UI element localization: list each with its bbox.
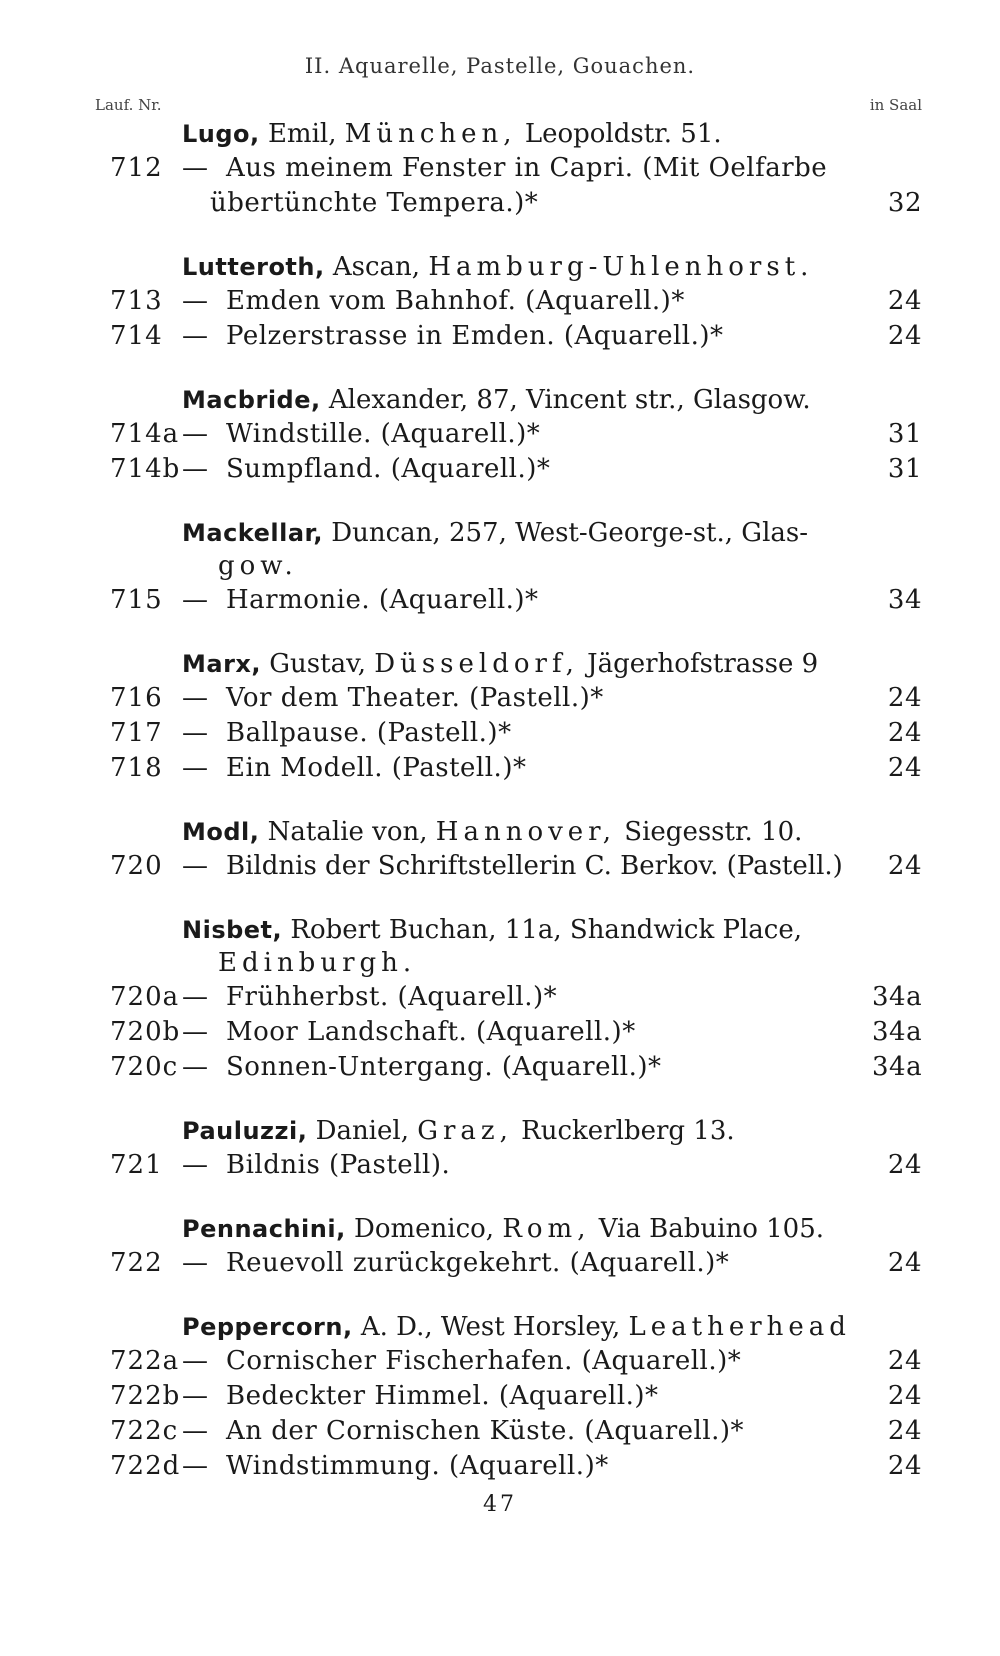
artist-address: Leopoldstr. 51. xyxy=(524,119,722,149)
work-number: 722 xyxy=(110,1248,163,1278)
artist-surname: Modl, xyxy=(182,818,260,846)
work-title: Windstimmung. (Aquarell.)* xyxy=(226,1451,609,1481)
artist-surname: Pennachini, xyxy=(182,1215,346,1243)
room-number: 24 xyxy=(887,1150,922,1180)
artist-city: Hannover, xyxy=(435,817,617,847)
work-title: Ballpause. (Pastell.)* xyxy=(226,718,512,748)
work-number: 714 xyxy=(110,321,163,351)
artist-address-continued: gow. xyxy=(218,551,298,581)
ditto-dash: — xyxy=(182,1451,209,1481)
ditto-dash: — xyxy=(182,153,209,183)
artist-heading xyxy=(110,251,922,284)
artist-entry-marx xyxy=(110,648,922,786)
artist-given-name: Gustav, xyxy=(269,649,366,679)
ditto-dash: — xyxy=(182,1416,209,1446)
ditto-dash: — xyxy=(182,1017,209,1047)
artist-entry-pauluzzi xyxy=(110,1115,922,1183)
room-number: 24 xyxy=(887,1346,922,1376)
work-title: Reuevoll zurückgekehrt. (Aquarell.)* xyxy=(226,1248,730,1278)
ditto-dash: — xyxy=(182,1248,209,1278)
work-number: 721 xyxy=(110,1150,163,1180)
page-number: 47 xyxy=(483,1492,517,1517)
work-number: 722d xyxy=(110,1451,181,1481)
room-number: 34a xyxy=(872,1017,923,1047)
artist-city: 87, Vincent str., Glasgow. xyxy=(476,385,811,415)
ditto-dash: — xyxy=(182,851,209,881)
work-row xyxy=(110,1148,922,1183)
work-number: 714b xyxy=(110,454,181,484)
work-title: Pelzerstrasse in Emden. (Aquarell.)* xyxy=(226,321,724,351)
artist-address: Jägerhofstrasse 9 xyxy=(587,649,819,679)
work-row xyxy=(110,1344,922,1379)
work-title: Cornischer Fischerhafen. (Aquarell.)* xyxy=(226,1346,742,1376)
artist-entry-pennachini xyxy=(110,1213,922,1281)
room-number: 24 xyxy=(887,718,922,748)
work-row xyxy=(110,1015,922,1050)
room-number: 34a xyxy=(872,1052,923,1082)
work-row xyxy=(110,1379,922,1414)
room-number: 24 xyxy=(887,286,922,316)
work-title: Windstille. (Aquarell.)* xyxy=(226,419,541,449)
work-number: 715 xyxy=(110,585,163,615)
work-title: Vor dem Theater. (Pastell.)* xyxy=(226,683,604,713)
artist-surname: Mackellar, xyxy=(182,519,323,547)
work-row xyxy=(110,151,922,186)
artist-given-name: Duncan, xyxy=(331,518,441,548)
work-row xyxy=(110,1449,922,1484)
artist-surname: Macbride, xyxy=(182,386,321,414)
ditto-dash: — xyxy=(182,718,209,748)
artist-surname: Lutteroth, xyxy=(182,253,325,281)
work-number: 720 xyxy=(110,851,163,881)
work-row xyxy=(110,319,922,354)
work-number: 722a xyxy=(110,1346,180,1376)
artist-city: 11a, Shandwick Place, xyxy=(504,915,803,945)
ditto-dash: — xyxy=(182,1381,209,1411)
artist-entry-modl xyxy=(110,816,922,884)
room-number: 31 xyxy=(887,419,922,449)
work-title: Ein Modell. (Pastell.)* xyxy=(226,753,527,783)
work-title: Aus meinem Fenster in Capri. (Mit Oelfarbe xyxy=(226,153,828,183)
work-row xyxy=(110,452,922,487)
work-row xyxy=(110,980,922,1015)
room-number: 24 xyxy=(887,1451,922,1481)
work-number: 722b xyxy=(110,1381,181,1411)
ditto-dash: — xyxy=(182,321,209,351)
artist-entry-mackellar xyxy=(110,517,922,618)
artist-city: 257, West-George-st., Glas- xyxy=(448,518,809,548)
ditto-dash: — xyxy=(182,982,209,1012)
ditto-dash: — xyxy=(182,1150,209,1180)
artist-given-name: Robert Buchan, xyxy=(290,915,497,945)
artist-heading xyxy=(110,118,922,151)
work-row xyxy=(110,284,922,319)
work-number: 716 xyxy=(110,683,163,713)
work-row-continuation xyxy=(110,186,922,221)
ditto-dash: — xyxy=(182,1052,209,1082)
artist-surname: Nisbet, xyxy=(182,916,283,944)
column-head-number: Lauf. Nr. xyxy=(95,96,162,114)
artist-given-name: Domenico, xyxy=(353,1214,495,1244)
artist-heading xyxy=(110,384,922,417)
room-number: 32 xyxy=(887,188,922,218)
work-row xyxy=(110,1246,922,1281)
work-number: 720c xyxy=(110,1052,179,1082)
work-title: Bedeckter Himmel. (Aquarell.)* xyxy=(226,1381,659,1411)
artist-address: Ruckerlberg 13. xyxy=(521,1116,735,1146)
artist-city: Rom, xyxy=(502,1214,591,1244)
room-number: 24 xyxy=(887,1416,922,1446)
room-number: 34 xyxy=(887,585,922,615)
room-number: 24 xyxy=(887,321,922,351)
work-title-continued: übertünchte Tempera.)* xyxy=(210,188,539,218)
work-row xyxy=(110,417,922,452)
work-number: 720a xyxy=(110,982,180,1012)
work-title: Sumpfland. (Aquarell.)* xyxy=(226,454,551,484)
work-row xyxy=(110,1414,922,1449)
room-number: 34a xyxy=(872,982,923,1012)
work-row xyxy=(110,583,922,618)
artist-surname: Marx, xyxy=(182,650,262,678)
artist-entry-nisbet xyxy=(110,914,922,1085)
work-title: Bildnis der Schriftstellerin C. Berkov. (Pastell.) xyxy=(226,851,843,881)
work-row xyxy=(110,751,922,786)
artist-city: München, xyxy=(344,119,517,149)
work-row xyxy=(110,681,922,716)
artist-heading xyxy=(110,816,922,849)
work-title: Frühherbst. (Aquarell.)* xyxy=(226,982,558,1012)
room-number: 24 xyxy=(887,1248,922,1278)
work-number: 714a xyxy=(110,419,180,449)
work-title: Bildnis (Pastell). xyxy=(226,1150,451,1180)
artist-heading xyxy=(110,1311,922,1344)
artist-address: Via Babuino 105. xyxy=(598,1214,825,1244)
work-row xyxy=(110,849,922,884)
artist-surname: Pauluzzi, xyxy=(182,1117,308,1145)
artist-entry-peppercorn xyxy=(110,1311,922,1484)
work-title: An der Cornischen Küste. (Aquarell.)* xyxy=(226,1416,745,1446)
running-title: II. Aquarelle, Pastelle, Gouachen. xyxy=(304,54,696,78)
artist-address: Leatherhead xyxy=(628,1312,851,1342)
ditto-dash: — xyxy=(182,753,209,783)
ditto-dash: — xyxy=(182,1346,209,1376)
artist-city: Hamburg-Uhlenhorst. xyxy=(428,252,814,282)
artist-surname: Peppercorn, xyxy=(182,1313,353,1341)
room-number: 31 xyxy=(887,454,922,484)
ditto-dash: — xyxy=(182,683,209,713)
artist-city: Graz, xyxy=(417,1116,513,1146)
artist-address: Siegesstr. 10. xyxy=(624,817,803,847)
artist-entry-lutteroth xyxy=(110,251,922,354)
artist-entry-macbride xyxy=(110,384,922,487)
artist-entry-lugo xyxy=(110,118,922,221)
artist-given-name: A. D., xyxy=(360,1312,433,1342)
room-number: 24 xyxy=(887,851,922,881)
room-number: 24 xyxy=(887,753,922,783)
catalogue-entries xyxy=(110,118,922,1484)
artist-heading xyxy=(110,1213,922,1246)
artist-address-continued: Edinburgh. xyxy=(218,948,417,978)
work-number: 718 xyxy=(110,753,163,783)
artist-surname: Lugo, xyxy=(182,120,260,148)
room-number: 24 xyxy=(887,683,922,713)
ditto-dash: — xyxy=(182,419,209,449)
artist-given-name: Alexander, xyxy=(328,385,469,415)
ditto-dash: — xyxy=(182,585,209,615)
work-title: Harmonie. (Aquarell.)* xyxy=(226,585,539,615)
artist-given-name: Daniel, xyxy=(315,1116,409,1146)
room-number: 24 xyxy=(887,1381,922,1411)
artist-given-name: Emil, xyxy=(267,119,337,149)
work-title: Moor Landschaft. (Aquarell.)* xyxy=(226,1017,636,1047)
work-title: Sonnen-Untergang. (Aquarell.)* xyxy=(226,1052,662,1082)
work-title: Emden vom Bahnhof. (Aquarell.)* xyxy=(226,286,685,316)
column-head-room: in Saal xyxy=(869,96,922,114)
work-row xyxy=(110,1050,922,1085)
work-row xyxy=(110,716,922,751)
work-number: 717 xyxy=(110,718,163,748)
artist-heading xyxy=(110,517,922,550)
ditto-dash: — xyxy=(182,454,209,484)
ditto-dash: — xyxy=(182,286,209,316)
work-number: 722c xyxy=(110,1416,179,1446)
artist-heading xyxy=(110,914,922,947)
artist-city: Düsseldorf, xyxy=(374,649,579,679)
work-number: 713 xyxy=(110,286,163,316)
work-number: 712 xyxy=(110,153,163,183)
artist-city: West Horsley, xyxy=(440,1312,621,1342)
artist-heading xyxy=(110,648,922,681)
artist-heading xyxy=(110,1115,922,1148)
work-number: 720b xyxy=(110,1017,181,1047)
artist-given-name: Natalie von, xyxy=(267,817,428,847)
artist-given-name: Ascan, xyxy=(332,252,421,282)
